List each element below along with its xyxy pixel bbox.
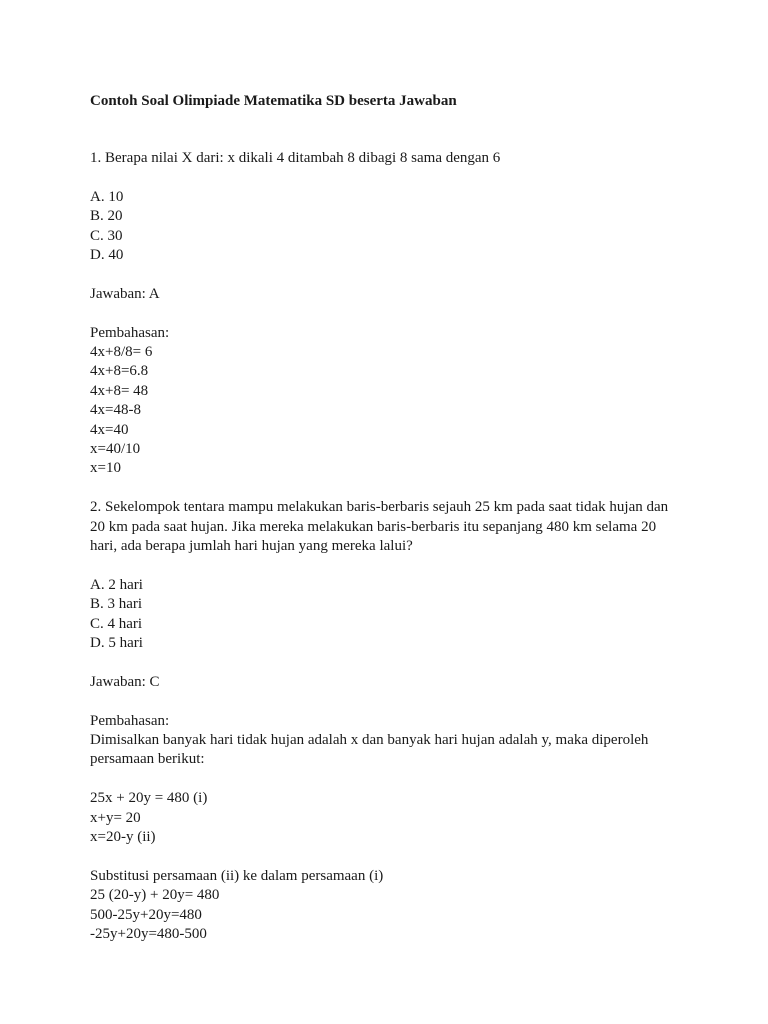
q2-discussion-label: Pembahasan:	[90, 712, 170, 729]
q1-option-c: C. 30	[90, 227, 123, 244]
q1-option-b: B. 20	[90, 208, 123, 225]
spacer	[90, 556, 690, 575]
spacer	[90, 479, 690, 498]
document-page	[90, 92, 690, 945]
q2-substitution-step: -25y+20y=480-500	[90, 926, 207, 943]
q1-option-a: A. 10	[90, 188, 124, 205]
q2-equation: x=20-y (ii)	[90, 829, 156, 846]
q1-step: 4x+8=6.8	[90, 363, 149, 380]
spacer	[90, 304, 690, 323]
q2-option-d: D. 5 hari	[90, 635, 143, 652]
q2-equation: x+y= 20	[90, 809, 141, 826]
spacer	[90, 692, 690, 711]
spacer	[90, 265, 690, 284]
q2-option-c: C. 4 hari	[90, 615, 143, 632]
q1-step: 4x+8= 48	[90, 382, 149, 399]
document-title: Contoh Soal Olimpiade Matematika SD beserta Jawaban	[90, 93, 457, 109]
question-2-line: 20 km pada saat hujan. Jika mereka melakukan baris-berbaris itu sepanjang 480 km selama 20	[90, 518, 657, 535]
q1-step: 4x=40	[90, 421, 129, 438]
q2-substitution-label: Substitusi persamaan (ii) ke dalam persamaan (i)	[90, 867, 384, 884]
q1-step: x=40/10	[90, 441, 141, 458]
spacer	[90, 111, 690, 149]
spacer	[90, 770, 690, 789]
question-1-text: 1. Berapa nilai X dari: x dikali 4 ditambah 8 dibagi 8 sama dengan 6	[90, 150, 501, 166]
question-2-line: 2. Sekelompok tentara mampu melakukan baris-berbaris sejauh 25 km pada saat tidak hujan dan	[90, 499, 669, 516]
question-2-line: hari, ada berapa jumlah hari hujan yang mereka lalui?	[90, 538, 413, 555]
q2-intro-line: Dimisalkan banyak hari tidak hujan adalah x dan banyak hari hujan adalah y, maka diperoleh	[90, 732, 649, 749]
q2-intro-line: persamaan berikut:	[90, 751, 205, 768]
q1-answer: Jawaban: A	[90, 285, 160, 302]
spacer	[90, 848, 690, 867]
q2-equation: 25x + 20y = 480 (i)	[90, 790, 208, 807]
spacer	[90, 168, 690, 187]
q2-answer: Jawaban: C	[90, 673, 160, 690]
q2-option-a: A. 2 hari	[90, 576, 143, 593]
q1-option-d: D. 40	[90, 247, 124, 264]
q1-step: x=10	[90, 460, 121, 477]
spacer	[90, 653, 690, 672]
q1-step: 4x+8/8= 6	[90, 344, 153, 361]
q2-option-b: B. 3 hari	[90, 596, 143, 613]
q2-substitution-step: 25 (20-y) + 20y= 480	[90, 887, 220, 904]
q2-substitution-step: 500-25y+20y=480	[90, 906, 202, 923]
q1-step: 4x=48-8	[90, 402, 141, 419]
q1-discussion-label: Pembahasan:	[90, 324, 170, 341]
